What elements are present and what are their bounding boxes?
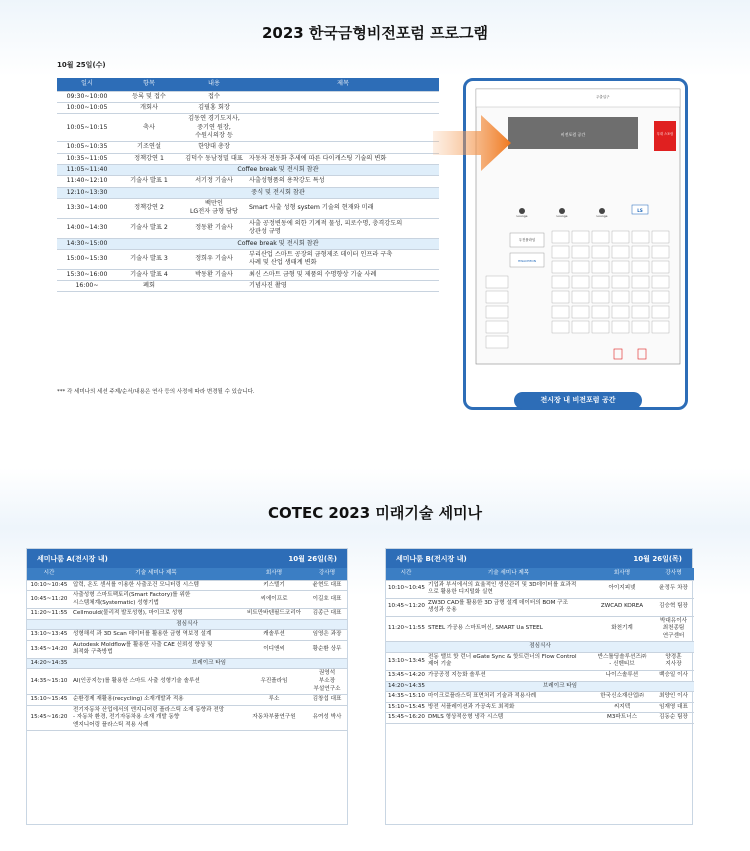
table-row: [386, 681, 694, 692]
time-cell: 14:35~15:10: [386, 692, 426, 703]
speaker-cell: 김종근 대표: [307, 609, 347, 620]
seminar-title-cell: 압력, 온도 센서를 이용한 사출조건 모니터링 시스템: [71, 580, 241, 591]
company-cell: 비트만바텐필드코리아: [241, 609, 307, 620]
company-cell: 나이스솔루션: [591, 670, 653, 681]
booth: [652, 321, 669, 333]
col-header: 기술 세미나 제목: [71, 568, 241, 580]
room-b-name: 세미나룸 B(전시장 내): [396, 554, 467, 563]
speaker-cell: 윤현도 대표: [307, 580, 347, 591]
time-cell: 13:30~14:00: [57, 199, 117, 219]
table-row: [386, 713, 694, 724]
table-row: [57, 176, 439, 187]
time-cell: 11:40~12:10: [57, 176, 117, 187]
table-row: [57, 269, 439, 280]
booth: [552, 231, 569, 243]
company-cell: 우진플라임: [241, 669, 307, 695]
time-cell: 16:00~: [57, 280, 117, 291]
time-cell: 15:10~15:45: [386, 702, 426, 713]
lounge-label: Lounge: [596, 214, 608, 218]
table-row: [386, 642, 694, 653]
col-header: 회사명: [241, 568, 307, 580]
time-cell: 11:20~11:55: [386, 616, 426, 642]
content-cell: 백만인 LG전자 금형 담당: [181, 199, 247, 219]
booth: [552, 276, 569, 288]
booth: [572, 321, 589, 333]
booth: [612, 306, 629, 318]
lounge-label: Lounge: [556, 214, 568, 218]
booth: [612, 321, 629, 333]
table-row: [27, 630, 347, 641]
col-header: 내용: [181, 78, 247, 91]
booth: [612, 291, 629, 303]
time-cell: 10:45~11:20: [27, 591, 71, 609]
booth: [612, 231, 629, 243]
company-cell: 씨지텍: [591, 702, 653, 713]
time-cell: 10:05~10:15: [57, 114, 117, 142]
program-table: [57, 78, 439, 292]
table-row: [386, 598, 694, 616]
booth: [486, 291, 508, 303]
panel-a-header: [27, 549, 347, 568]
table-row: [386, 692, 694, 703]
time-cell: 11:05~11:40: [57, 165, 117, 176]
speaker-cell: 임재영 대표: [653, 702, 694, 713]
time-cell: 09:30~10:00: [57, 91, 117, 102]
time-cell: 14:20~14:35: [27, 658, 71, 669]
side-label: 푸대 스포럼: [656, 132, 674, 136]
table-row: [57, 280, 439, 291]
program-title: 2023 한국금형비전포럼 프로그램: [261, 24, 489, 42]
seminar-title-cell: DMLS 형상적응형 냉각 시스템: [426, 713, 591, 724]
seminar-table-b: [386, 568, 694, 724]
break-cell: 브레이크 타임: [71, 658, 347, 669]
speaker-cell: 김승혁 팀장: [653, 598, 694, 616]
booth: [552, 246, 569, 258]
speaker-cell: 유여성 박사: [307, 705, 347, 731]
seminar-title-cell: 가공공정 지능화 솔루션: [426, 670, 591, 681]
table-row: [27, 669, 347, 695]
time-cell: 10:05~10:35: [57, 142, 117, 153]
table-row: [386, 670, 694, 681]
time-cell: 14:30~15:00: [57, 238, 117, 249]
seminar-title-cell: 방전 서플레이션과 가공속도 최적화: [426, 702, 591, 713]
item-cell: 기술사 발표 2: [117, 218, 181, 238]
time-cell: 13:45~14:20: [386, 670, 426, 681]
booth: [652, 306, 669, 318]
table-row: [27, 619, 347, 630]
booth: [486, 276, 508, 288]
booth: [592, 246, 609, 258]
table-row: [386, 580, 694, 598]
item-cell: 정책강연 1: [117, 153, 181, 164]
booth: [486, 306, 508, 318]
room-b-date: 10월 26일(목): [633, 554, 682, 563]
room-a-name: 세미나룸 A(전시장 내): [37, 554, 108, 563]
booth: [552, 261, 569, 273]
booth: [632, 246, 649, 258]
table-row: [57, 249, 439, 269]
item-cell: 등록 및 접수: [117, 91, 181, 102]
content-cell: 김동연 경기도지사, 중기연 원장, 수원시의장 등: [181, 114, 247, 142]
booth: [592, 321, 609, 333]
booth: [632, 321, 649, 333]
booth: [552, 321, 569, 333]
speaker-cell: 최양인 이사: [653, 692, 694, 703]
item-cell: 기술사 발표 4: [117, 269, 181, 280]
company-cell: 한국신소재산업㈜: [591, 692, 653, 703]
speaker-cell: 윤정두 차장: [653, 580, 694, 598]
time-cell: 10:45~11:20: [386, 598, 426, 616]
booth: [572, 276, 589, 288]
company-cell: 화천기계: [591, 616, 653, 642]
table-row: [57, 165, 439, 176]
item-cell: 기조연설: [117, 142, 181, 153]
speaker-cell: 김창섭 대표: [307, 695, 347, 706]
company-cell: 씨에이프로: [241, 591, 307, 609]
booth-label: 우진플라임: [518, 238, 536, 242]
time-cell: 14:20~14:35: [386, 681, 426, 692]
booth: [486, 321, 508, 333]
col-header: 강사명: [307, 568, 347, 580]
col-header: 시간: [386, 568, 426, 580]
title-cell: [247, 114, 439, 142]
table-row: [27, 695, 347, 706]
time-cell: 15:00~15:30: [57, 249, 117, 269]
table-row: [27, 640, 347, 658]
company-cell: 반스툴딩솔루션즈㈜ - 신벤티브: [591, 652, 653, 670]
speaker-cell: 이길호 대표: [307, 591, 347, 609]
table-row: [57, 153, 439, 164]
time-cell: 15:45~16:20: [386, 713, 426, 724]
content-cell: 서기정 기술사: [181, 176, 247, 187]
col-header: 일시: [57, 78, 117, 91]
booth: [612, 246, 629, 258]
table-row: [27, 658, 347, 669]
col-header: 시간: [27, 568, 71, 580]
booth-label: HWACHEON: [518, 259, 536, 263]
booth: [572, 261, 589, 273]
company-cell: 이디앤씨: [241, 640, 307, 658]
booth: [592, 291, 609, 303]
company-cell: M3파트너스: [591, 713, 653, 724]
company-cell: 자동차부품연구원: [241, 705, 307, 731]
table-row: [27, 591, 347, 609]
booth: [612, 276, 629, 288]
content-cell: 한양대 총장: [181, 142, 247, 153]
seminar-title-cell: 기업과 부서에서의 효율적인 생산관리 및 3D데이터를 효과적 으로 활용한 디지털화 실현: [426, 580, 591, 598]
time-cell: 10:10~10:45: [386, 580, 426, 598]
time-cell: 14:00~14:30: [57, 218, 117, 238]
item-cell: 기술사 발표 3: [117, 249, 181, 269]
seminar-table-a: [27, 568, 347, 731]
seminar-title-cell: ZW3D CAD를 활용한 3D 금형 설계 데이터의 BOM 구조 생성과 응용: [426, 598, 591, 616]
seminar-panel-a: [26, 548, 348, 825]
item-cell: 축사: [117, 114, 181, 142]
title-cell: [247, 102, 439, 113]
time-cell: 13:10~13:45: [27, 630, 71, 641]
time-cell: 10:00~10:05: [57, 102, 117, 113]
table-row: [386, 616, 694, 642]
booth: [652, 231, 669, 243]
col-header: 강사명: [653, 568, 694, 580]
content-cell: 정동환 기술사: [181, 218, 247, 238]
booth: [632, 231, 649, 243]
speaker-cell: 박대유이사 최천종팀 연구센터: [653, 616, 694, 642]
break-cell: 브레이크 타임: [426, 681, 694, 692]
title-cell: [247, 91, 439, 102]
col-header: 제목: [247, 78, 439, 91]
seminar-title-cell: 성형해석 과 3D Scan 데이터를 활용한 금형 역보정 설계: [71, 630, 241, 641]
booth: [632, 306, 649, 318]
company-cell: 루소: [241, 695, 307, 706]
booth: [572, 231, 589, 243]
time-cell: 15:30~16:00: [57, 269, 117, 280]
seminar-title-cell: 순환경제 재활용(recycling) 소재개발과 적용: [71, 695, 241, 706]
time-cell: 15:10~15:45: [27, 695, 71, 706]
speaker-cell: 권영석 부소장 부설연구소: [307, 669, 347, 695]
map-caption: 전시장 내 비전포럼 공간: [514, 392, 642, 409]
content-cell: [181, 280, 247, 291]
logo-label: LS: [637, 208, 643, 213]
title-cell: 사출 공정변동에 의한 기계적 물성, 피로수명, 충격강도의 상관성 규명: [247, 218, 439, 238]
company-cell: 아이지피넷: [591, 580, 653, 598]
booth: [572, 306, 589, 318]
seminar-title-cell: AI(인공지능)를 활용한 스마트 사출 성형기술 솔루션: [71, 669, 241, 695]
table-row: [57, 142, 439, 153]
speaker-cell: 양경훈 지사장: [653, 652, 694, 670]
booth: [652, 246, 669, 258]
table-row: [57, 238, 439, 249]
time-cell: 14:35~15:10: [27, 669, 71, 695]
table-row: [57, 91, 439, 102]
item-cell: 개회사: [117, 102, 181, 113]
seminar-title-cell: Cellmould(물리적 발포성형), 마이크로 성형: [71, 609, 241, 620]
content-cell: 접수: [181, 91, 247, 102]
program-note: *** 각 세미나의 세션 주제/순서/내용은 연사 등의 사정에 따라 변경될 수 있습니다.: [57, 389, 255, 395]
time-cell: 10:35~11:05: [57, 153, 117, 164]
table-row: [57, 187, 439, 198]
item-cell: 기술사 발표 1: [117, 176, 181, 187]
booth: [486, 336, 508, 348]
seminar-title-cell: 사출성형 스마트팩토리(Smart Factory)를 위한 시스템체계(Systematic) 성형기법: [71, 591, 241, 609]
seminar-panel-b: [385, 548, 693, 825]
program-date: 10월 25일(수): [57, 61, 106, 69]
content-cell: 정희우 기술사: [181, 249, 247, 269]
col-header: 항목: [117, 78, 181, 91]
time-cell: 13:10~13:45: [386, 652, 426, 670]
col-header: 기술 세미나 제목: [426, 568, 591, 580]
booth: [592, 231, 609, 243]
break-cell: Coffee break 및 전시회 참관: [117, 238, 439, 249]
item-cell: 정책강연 2: [117, 199, 181, 219]
table-row: [57, 218, 439, 238]
time-cell: 13:45~14:20: [27, 640, 71, 658]
break-cell: Coffee break 및 전시회 참관: [117, 165, 439, 176]
booth: [632, 261, 649, 273]
seminar-title-cell: 전기자동차 산업에서의 엔지니어링 플라스틱 소재 동향과 전망 - 자동차 환경, 전기자동차용 소재 개발 동향 엔지니어링 플라스틱 적용 사례: [71, 705, 241, 731]
table-row: [386, 702, 694, 713]
company-cell: 캐솔루션: [241, 630, 307, 641]
company-cell: 키스텔기: [241, 580, 307, 591]
time-cell: 11:20~11:55: [27, 609, 71, 620]
table-row: [386, 652, 694, 670]
booth: [572, 291, 589, 303]
entrance-label: 주출입구: [596, 95, 610, 99]
speaker-cell: 황순환 상무: [307, 640, 347, 658]
booth: [592, 261, 609, 273]
cotec-title: COTEC 2023 미래기술 세미나: [267, 504, 483, 522]
booth: [652, 291, 669, 303]
lounge-label: Lounge: [516, 214, 528, 218]
content-cell: 박동환 기술사: [181, 269, 247, 280]
time-cell: 12:10~13:30: [57, 187, 117, 198]
title-cell: 부리산업 스마트 공장의 금형제조 데이터 인프라 구축 사례 및 산업 생태계 변화: [247, 249, 439, 269]
title-cell: [247, 142, 439, 153]
booth: [592, 306, 609, 318]
content-cell: 김필홍 회장: [181, 102, 247, 113]
item-cell: 폐회: [117, 280, 181, 291]
hall-label: 비전포럼 공간: [560, 132, 586, 137]
title-cell: 최신 스마트 금형 및 제품의 수명향상 기술 사례: [247, 269, 439, 280]
time-cell: 10:10~10:45: [27, 580, 71, 591]
content-cell: 김덕수 동남정밀 대표: [181, 153, 247, 164]
title-cell: 기념사진 촬영: [247, 280, 439, 291]
table-row: [57, 102, 439, 113]
booth: [612, 261, 629, 273]
booth: [652, 276, 669, 288]
time-cell: 15:45~16:20: [27, 705, 71, 731]
booth: [632, 291, 649, 303]
booth: [572, 246, 589, 258]
booth: [652, 261, 669, 273]
speaker-cell: 임영은 과장: [307, 630, 347, 641]
seminar-title-cell: STEEL 가공용 스마트머신, SMART Ua STEEL: [426, 616, 591, 642]
panel-b-header: [386, 549, 692, 568]
speaker-cell: 김동순 팀장: [653, 713, 694, 724]
booth: [632, 276, 649, 288]
seminar-title-cell: 마이크로플라스틱 표면처리 기술과 적용사례: [426, 692, 591, 703]
arrow-icon: [433, 113, 513, 173]
title-cell: 사출성형품의 용착강도 특성: [247, 176, 439, 187]
seminar-title-cell: Autodesk Moldflow를 활용한 사출 CAE 신뢰성 향상 및 최적화 구축방법: [71, 640, 241, 658]
seminar-title-cell: 전동 밸브 핫 런너 eGate Sync & 핫트런너의 Flow Control 제어 기술: [426, 652, 591, 670]
break-cell: 중식 및 전시회 참관: [117, 187, 439, 198]
table-row: [57, 199, 439, 219]
break-cell: 점심식사: [27, 619, 347, 630]
table-row: [27, 580, 347, 591]
booth: [552, 291, 569, 303]
table-row: [27, 609, 347, 620]
table-row: [27, 705, 347, 731]
title-cell: 자동차 전동화 추세에 따른 다이캐스팅 기술의 변화: [247, 153, 439, 164]
room-a-date: 10월 26일(목): [288, 554, 337, 563]
title-cell: Smart 사출 성형 system 기술의 현재와 미래: [247, 199, 439, 219]
side-booth: [654, 121, 676, 151]
booth: [592, 276, 609, 288]
booth: [552, 306, 569, 318]
table-row: [57, 114, 439, 142]
speaker-cell: 백승일 이사: [653, 670, 694, 681]
company-cell: ZWCAD KOREA: [591, 598, 653, 616]
col-header: 회사명: [591, 568, 653, 580]
break-cell: 점심식사: [386, 642, 694, 653]
